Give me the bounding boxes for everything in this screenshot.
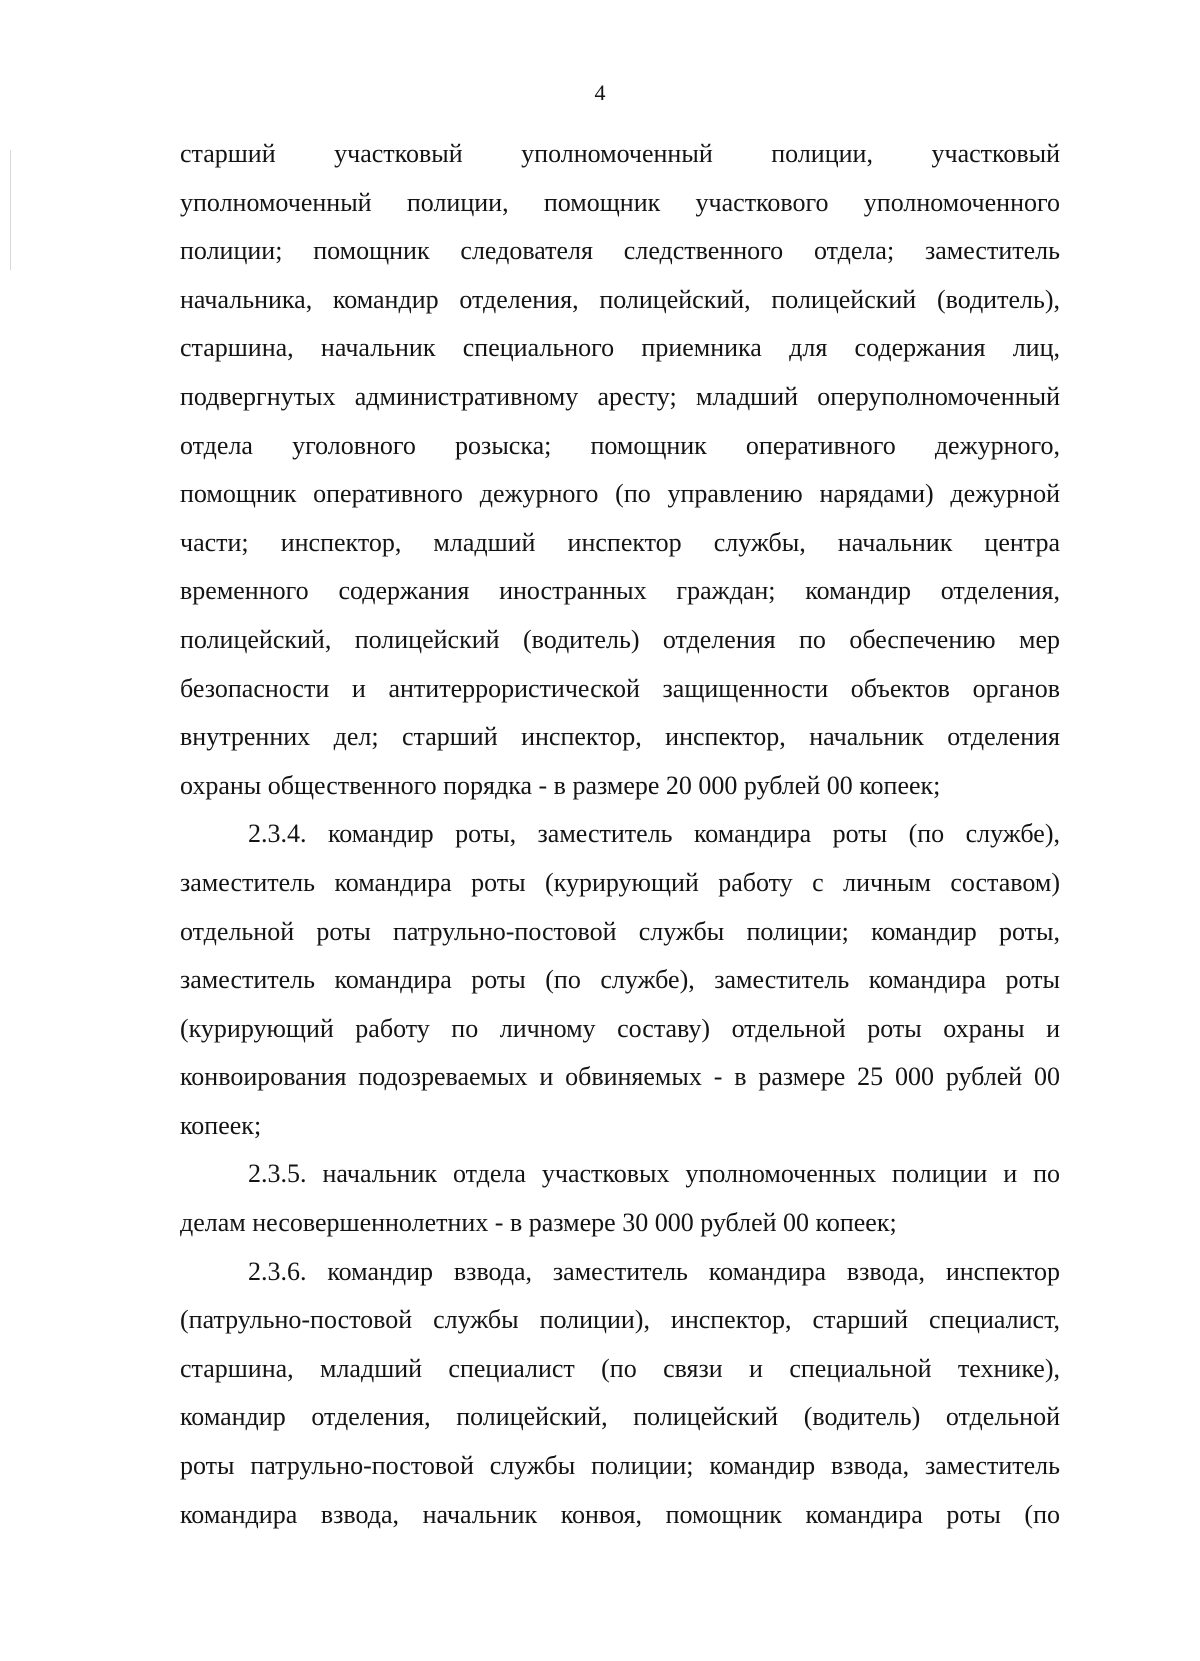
- text-line: части; инспектор, младший инспектор службы, начальник центра: [180, 527, 1060, 557]
- text-line: (патрульно-постовой службы полиции), инспектор, старший специалист,: [180, 1305, 1060, 1335]
- document-body: [180, 138, 1060, 1547]
- paragraph-continuation: [180, 138, 1060, 818]
- text-line: начальника, командир отделения, полицейский, полицейский (водитель),: [180, 284, 1060, 314]
- text-line: старшина, младший специалист (по связи и специальной технике),: [180, 1353, 1060, 1383]
- text-line: помощник оперативного дежурного (по управлению нарядами) дежурной: [180, 479, 1060, 509]
- text-line: временного содержания иностранных граждан; командир отделения,: [180, 576, 1060, 606]
- text-line: охраны общественного порядка - в размере 20 000 рублей 00 копеек;: [180, 770, 941, 800]
- text-line: командира взвода, начальник конвоя, помощник командира роты (по: [180, 1499, 1060, 1529]
- text-line: конвоирования подозреваемых и обвиняемых - в размере 25 000 рублей 00: [180, 1062, 1060, 1092]
- text-line: 2.3.4. командир роты, заместитель командира роты (по службе),: [248, 819, 1060, 849]
- text-line: подвергнутых административному аресту; младший оперуполномоченный: [180, 381, 1060, 411]
- text-line: старшина, начальник специального приемника для содержания лиц,: [180, 333, 1060, 363]
- text-line: полиции; помощник следователя следственного отдела; заместитель: [180, 236, 1060, 266]
- text-line: 2.3.5. начальник отдела участковых уполномоченных полиции и по: [248, 1159, 1060, 1189]
- text-line: делам несовершеннолетних - в размере 30 000 рублей 00 копеек;: [180, 1208, 897, 1238]
- scan-edge-mark: [10, 150, 11, 270]
- text-line: роты патрульно-постовой службы полиции; командир взвода, заместитель: [180, 1451, 1060, 1481]
- text-line: командир отделения, полицейский, полицейский (водитель) отдельной: [180, 1402, 1060, 1432]
- text-line: внутренних дел; старший инспектор, инспектор, начальник отделения: [180, 722, 1060, 752]
- paragraph-2-3-5: [180, 1158, 1060, 1255]
- text-line: уполномоченный полиции, помощник участкового уполномоченного: [180, 187, 1060, 217]
- paragraph-2-3-4: [180, 818, 1060, 1158]
- text-line: отдельной роты патрульно-постовой службы полиции; командир роты,: [180, 916, 1060, 946]
- text-line: заместитель командира роты (курирующий работу с личным составом): [180, 867, 1060, 897]
- text-line: заместитель командира роты (по службе), заместитель командира роты: [180, 965, 1060, 995]
- text-line: (курирующий работу по личному составу) отдельной роты охраны и: [180, 1013, 1060, 1043]
- text-line: копеек;: [180, 1110, 262, 1140]
- text-line: безопасности и антитеррористической защищенности объектов органов: [180, 673, 1060, 703]
- text-line: отдела уголовного розыска; помощник оперативного дежурного,: [180, 430, 1060, 460]
- page-number: 4: [594, 80, 606, 105]
- text-line: 2.3.6. командир взвода, заместитель командира взвода, инспектор: [248, 1256, 1060, 1286]
- text-line: старший участковый уполномоченный полиции, участковый: [180, 139, 1060, 168]
- paragraph-2-3-6: [180, 1256, 1060, 1548]
- text-line: полицейский, полицейский (водитель) отделения по обеспечению мер: [180, 624, 1060, 654]
